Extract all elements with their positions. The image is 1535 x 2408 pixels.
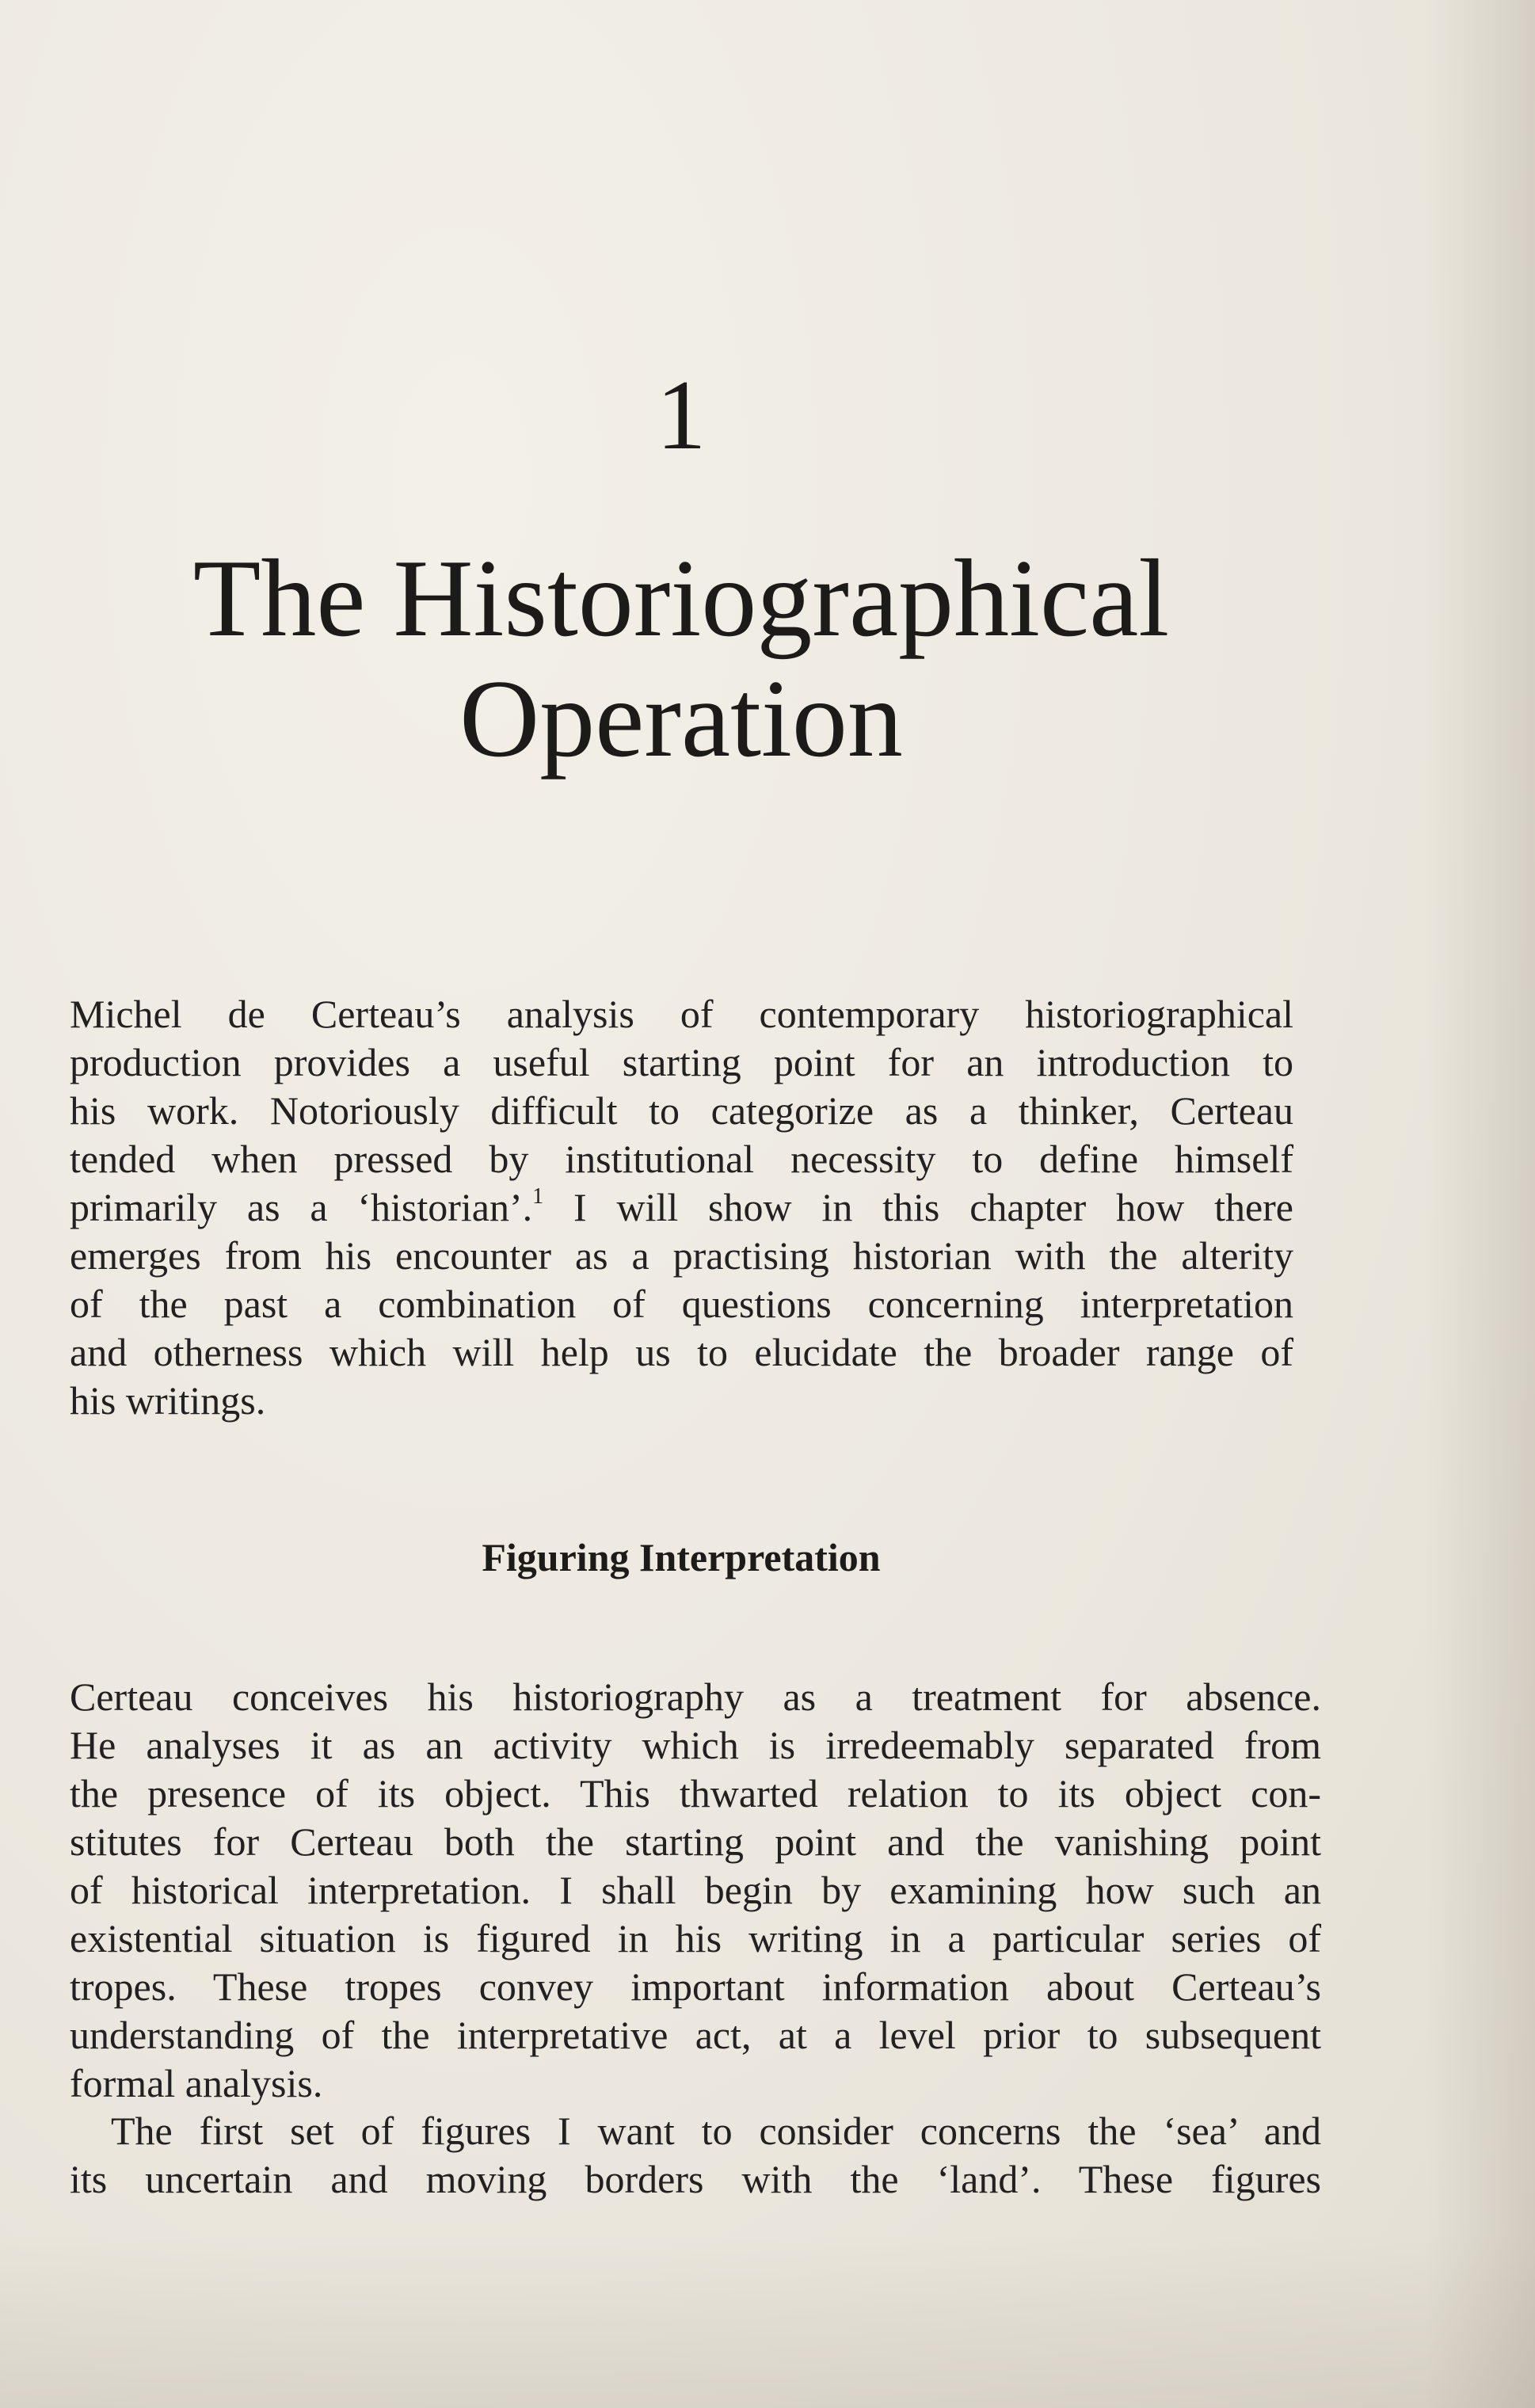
page-edge-shadow — [1424, 0, 1535, 2408]
text-line: The first set of figures I want to consider concerns the ‘sea’ and — [111, 2109, 1321, 2153]
footnote-reference[interactable]: 1 — [532, 1184, 544, 1209]
text-line: and otherness which will help us to elucidate the broader range of — [70, 1330, 1293, 1374]
text-line: tropes. These tropes convey important information about Certeau’s — [70, 1964, 1321, 2009]
section-heading: Figuring Interpretation — [482, 1535, 881, 1579]
text-line: the presence of its object. This thwarted relation to its object con- — [70, 1771, 1321, 1816]
text-line: emerges from his encounter as a practising historian with the alterity — [70, 1233, 1293, 1278]
text-line: production provides a useful starting point for an introduction to — [70, 1040, 1293, 1084]
text-line: understanding of the interpretative act, at a level prior to subsequent — [70, 2013, 1321, 2057]
body-paragraph-1 — [70, 1673, 1321, 2108]
text-line: of historical interpretation. I shall begin by examining how such an — [70, 1868, 1321, 1912]
text-line: tended when pressed by institutional necessity to define himself — [70, 1137, 1293, 1181]
text-fragment: primarily as a ‘historian’. — [70, 1185, 533, 1229]
text-line-with-footnote — [70, 1183, 1293, 1232]
text-line: existential situation is figured in his writing in a particular series of — [70, 1916, 1321, 1960]
chapter-title-line-1: The Historiographical — [192, 537, 1170, 660]
text-line: Michel de Certeau’s analysis of contemporary historiographical — [70, 992, 1293, 1036]
text-line: of the past a combination of questions concerning interpretation — [70, 1282, 1293, 1326]
text-line: Certeau conceives his historiography as a treatment for absence. — [70, 1675, 1321, 1719]
text-line: He analyses it as an activity which is irredeemably separated from — [70, 1723, 1321, 1767]
text-line: his writings. — [70, 1378, 266, 1423]
chapter-title-line-2: Operation — [459, 657, 903, 780]
text-fragment: I will show in this chapter how there — [573, 1185, 1293, 1229]
text-line: its uncertain and moving borders with the ‘land’. These figures — [70, 2157, 1321, 2201]
text-line: his work. Notoriously difficult to categorize as a thinker, Certeau — [70, 1088, 1293, 1133]
chapter-number: 1 — [656, 360, 707, 471]
intro-paragraph — [70, 990, 1293, 1425]
text-line: formal analysis. — [70, 2061, 323, 2105]
body-paragraph-2 — [70, 2107, 1321, 2204]
chapter-title — [119, 539, 1244, 779]
text-line: stitutes for Certeau both the starting point and the vanishing point — [70, 1819, 1321, 1864]
page-bottom-shadow — [0, 2234, 1535, 2408]
